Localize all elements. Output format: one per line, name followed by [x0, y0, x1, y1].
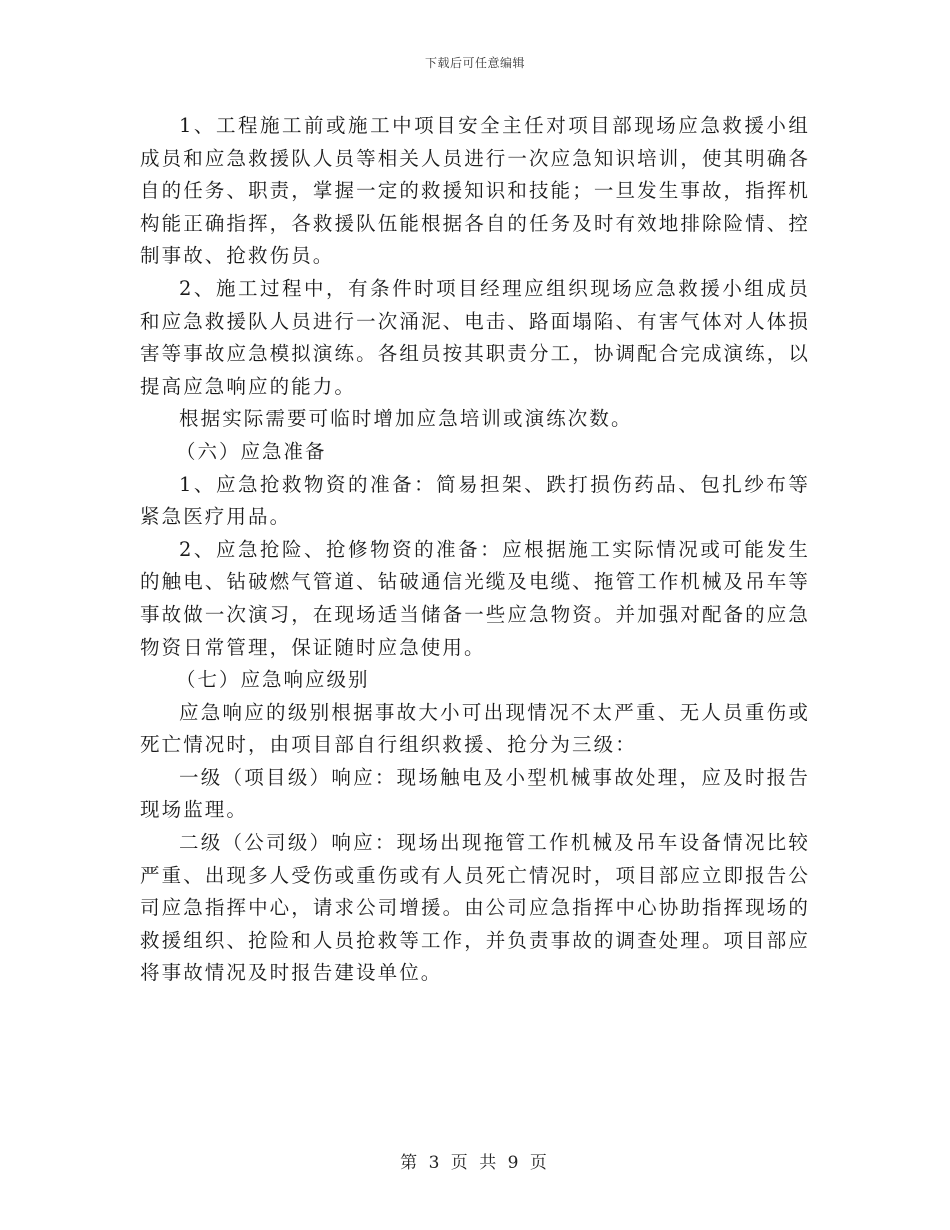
paragraph-rescue-supplies: 1、应急抢救物资的准备：简易担架、跌打损伤药品、包扎纱布等紧急医疗用品。: [140, 472, 810, 529]
paragraph-response-levels: 应急响应的级别根据事故大小可出现情况不太严重、无人员重伤或死亡情况时，由项目部自行组织救援、抢分为三级：: [140, 700, 810, 757]
document-body: [140, 110, 810, 990]
paragraph-drill: 2、施工过程中，有条件时项目经理应组织现场应急救援小组成员和应急救援队人员进行一次涌泥、电击、路面塌陷、有害气体对人体损害等事故应急模拟演练。各组员按其职责分工，协调配合完成演练，以提高应急响应的能力。: [140, 276, 810, 398]
page-number: 第 3 页 共 9 页: [400, 1153, 550, 1173]
paragraph-repair-supplies: 2、应急抢险、抢修物资的准备：应根据施工实际情况或可能发生的触电、钻破燃气管道、钻破通信光缆及电缆、拖管工作机械及吊车等事故做一次演习，在现场适当储备一些应急物资。并加强对配备的应急物资日常管理，保证随时应急使用。: [140, 537, 810, 659]
paragraph-extra-training: 根据实际需要可临时增加应急培训或演练次数。: [179, 407, 633, 431]
paragraph-level-one: 一级（项目级）响应：现场触电及小型机械事故处理，应及时报告现场监理。: [140, 765, 810, 822]
section-heading-response-level: （七）应急响应级别: [176, 668, 370, 692]
paragraph-level-two: 二级（公司级）响应：现场出现拖管工作机械及吊车设备情况比较严重、出现多人受伤或重伤或有人员死亡情况时，项目部应立即报告公司应急指挥中心，请求公司增援。由公司应急指挥中心协助指挥现场的救援组织、抢险和人员抢救等工作，并负责事故的调查处理。项目部应将事故情况及时报告建设单位。: [140, 831, 810, 985]
section-heading-preparation: （六）应急准备: [176, 439, 327, 463]
header-note: 下载后可任意编辑: [424, 56, 525, 70]
paragraph-training: 1、工程施工前或施工中项目安全主任对项目部现场应急救援小组成员和应急救援队人员等相关人员进行一次应急知识培训，使其明确各自的任务、职责，掌握一定的救援知识和技能；一旦发生事故，指挥机构能正确指挥，各救援队伍能根据各自的任务及时有效地排除险情、控制事故、抢救伤员。: [140, 114, 810, 268]
